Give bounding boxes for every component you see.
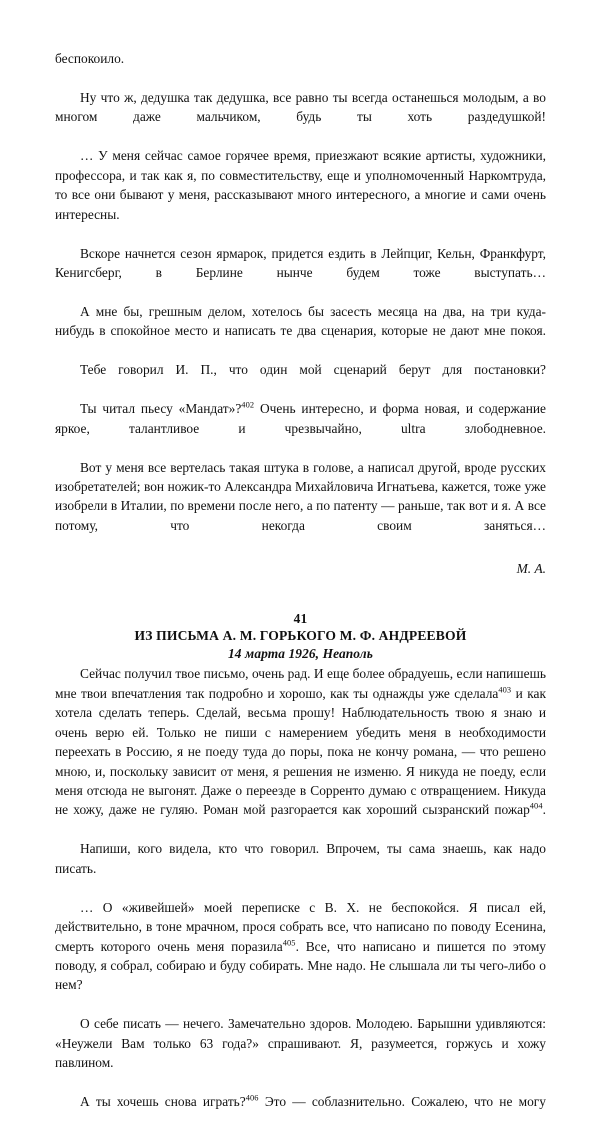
paragraph-with-footnote — [55, 898, 546, 1015]
paragraph-with-footnote — [55, 1092, 546, 1131]
paragraph: О себе писать — нечего. Замечательно здоров. Молодею. Барышни удивляются: «Неужели Вам только 63 года?» спрашивают. Я, разумеется, горжусь и хожу павлином. — [55, 1016, 546, 1071]
paragraph: Вот у меня все вертелась такая штука в голове, а написал другой, вроде русских изобретателей; вон ножик-то Александра Михайловича Игнатьева, кажется, тоже уже изобрели в Италии, по времени после него, а по патенту — раньше, так вот и я. А все потому, что некогда своим заняться… — [55, 459, 546, 533]
paragraph-text: Ты читал пьесу «Мандат»? — [80, 401, 242, 417]
paragraph: А мне бы, грешным делом, хотелось бы засесть месяца на два, на три куда-нибудь в спокойное место и написать те два сценария, которые не дают мне покоя. — [55, 303, 546, 339]
paragraph: беспокоило. — [55, 51, 125, 66]
paragraph: Вскоре начнется сезон ярмарок, придется ездить в Лейпциг, Кельн, Франкфурт, Кенигсберг, в Берлине нынче будем тоже выступать… — [55, 245, 546, 280]
signature: М. А. — [516, 560, 546, 576]
paragraph: … У меня сейчас самое горячее время, приезжают всякие артисты, художники, профессора, и так как я, по совместительству, еще и уполномоченный Наркомтруда, то все они бывают у меня, рассказывают много интересного, а многие и сами очень интересны. — [55, 148, 546, 222]
section-heading — [55, 578, 546, 662]
spacer — [55, 578, 546, 611]
footnote-marker[interactable]: 406 — [245, 1093, 259, 1103]
paragraph-text: … О «живейшей» моей переписке с В. Х. не беспокойся. Я писал ей, действительно, в тоне мрачном, прося собрать все, что написано по поводу Есенина, смерть которого очень меня поразила — [55, 899, 546, 954]
paragraph-text: Сейчас получил твое письмо, очень рад. И еще более обрадуешь, если напишешь мне твои впечатления так подробно и хорошо, как ты однажды уже сделала — [55, 666, 546, 701]
paragraph: Ну что ж, дедушка так дедушка, все равно ты всегда останешься молодым, а во многом даже мальчиком, будь ты хоть раздедушкой! — [55, 89, 546, 125]
paragraph-text: и как хотела сделать теперь. Сделай, весьма прошу! Наблюдательность твою я знаю и очень верю ей. Только не пиши с намерением убедить меня в необходимости переехать в Россию, я не поеду туда до поры, пока не кончу романа, — что решено мною, и, поскольку зависит от меня, я решения не изменю. Я никуда не поеду, если меня отсюда не выгонят. Даже о переезде в Сорренто думаю с отвращением. Никуда не хожу, даже не гуляю. Роман мой разгорается как хороший сызранский пожар — [55, 685, 546, 818]
footnote-marker[interactable]: 404 — [529, 801, 543, 811]
footnote-marker[interactable]: 403 — [498, 685, 512, 695]
section-number: 41 — [293, 611, 308, 627]
section-title: ИЗ ПИСЬМА А. М. ГОРЬКОГО М. Ф. АНДРЕЕВОЙ — [134, 628, 467, 644]
paragraph-text: . Все, что написано и пишется по этому поводу, я собрал, собираю и буду собирать. Мне надо. Не слышала ли ты чего-либо о нем? — [55, 938, 546, 993]
text-column — [55, 49, 546, 1131]
paragraph-with-footnote — [55, 664, 546, 839]
paragraph-with-footnote — [55, 399, 546, 457]
paragraph-text: Это — соблазнительно. Сожалею, что не могу — [258, 1094, 546, 1110]
footnote-marker[interactable]: 402 — [241, 400, 255, 410]
paragraph-text: Очень интересно, и форма новая, и содержание яркое, талантливое и чрезвычайно, ultra злободневное. — [55, 401, 546, 436]
paragraph: Напиши, кого видела, кто что говорил. Впрочем, ты сама знаешь, как надо писать. — [55, 841, 546, 876]
paragraph-text: . — [542, 802, 546, 818]
paragraph-text: А ты хочешь снова играть? — [80, 1094, 246, 1110]
footnote-marker[interactable]: 405 — [282, 938, 296, 948]
paragraph: Тебе говорил И. П., что один мой сценарий берут для постановки? — [80, 362, 546, 378]
section-date-place: 14 марта 1926, Неаполь — [228, 645, 373, 661]
